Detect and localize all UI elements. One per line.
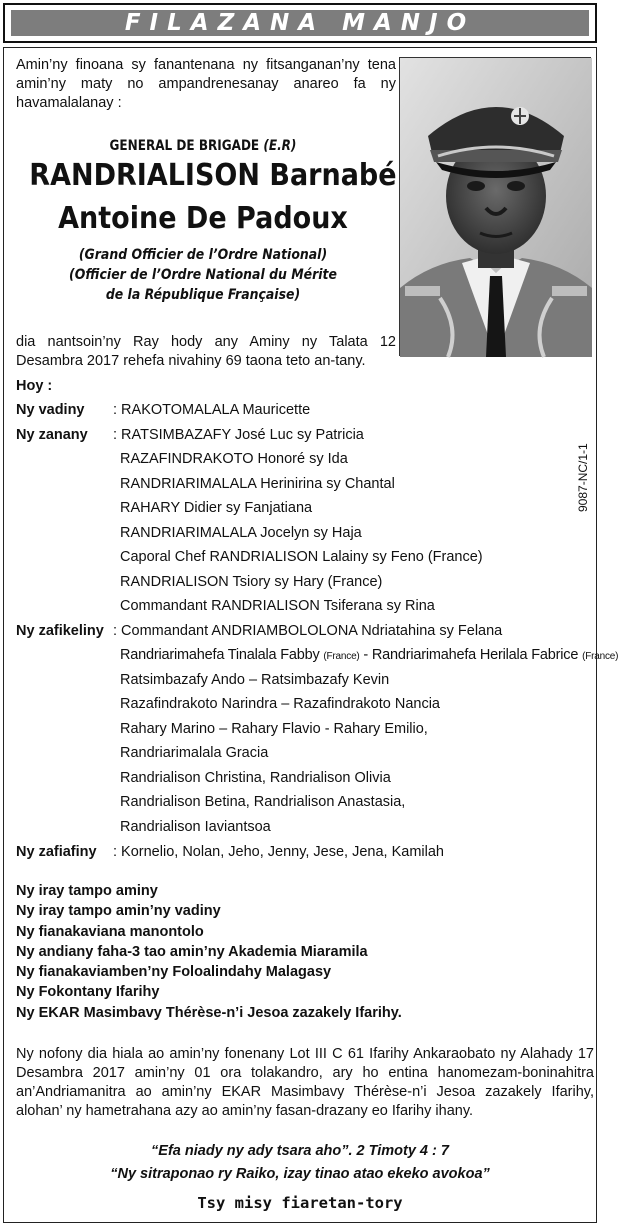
list-item: Ny andiany faha-3 tao amin’ny Akademia Miaramila [16,943,368,960]
rank-line [37,138,369,154]
portrait-illustration [400,58,592,357]
list-item: RAZAFINDRAKOTO Honoré sy Ida [120,451,348,467]
list-item: RANDRIALISON Tsiory sy Hary (France) [120,574,383,590]
title-line: (Grand Officier de l’Ordre National) [78,247,328,263]
list-item: Ny Fokontany Ifarihy [16,984,160,1001]
list-item: Ny EKAR Masimbavy Thérèse-n’i Jesoa zazakely Ifarihy. [16,1004,402,1021]
bible-verse: “Efa niady ny ady tsara aho”. 2 Timoty 4 : 7 [151,1143,449,1159]
great-grandchildren-value: : Kornelio, Nolan, Jeho, Jenny, Jese, Jena, Kamilah [113,844,445,860]
spouse-label: Ny vadiny [16,402,85,418]
list-item: Ny iray tampo aminy [16,883,158,899]
deceased-name-line1: RANDRIALISON Barnabé [29,158,397,193]
rank-suffix: (E.R) [263,138,297,154]
list-item: Ny fianakaviamben’ny Foloalindahy Malagasy [16,964,332,981]
spouse-value: : RAKOTOMALALA Mauricette [113,402,311,418]
list-item: Ratsimbazafy Ando – Ratsimbazafy Kevin [120,672,390,688]
honorific-titles [37,245,369,305]
portrait-photo [399,57,591,356]
list-item: Randrialison Christina, Randrialison Olivia [120,770,391,786]
children-label: Ny zanany [16,427,88,443]
deceased-name-line2: Antoine De Padoux [58,201,348,236]
funeral-details: Ny nofony dia hiala ao amin’ny fonenany Lot III C 61 Ifarihy Ankaraobato ny Alahady 17 Desambra 2017 amin’ny 01 ora tolakandro, ary ho entina hanomezam-boninahitra an’Andriamanitra ao amin’ny EKAR Masimbavy Thérèse-n’i Jesoa zazakely Ifarihy, alohan’ ny hametrahana azy ao amin’ny fasan-drazany eo Ifarihy ihany. [16,1046,594,1119]
quote: “Ny sitraponao ry Raiko, izay tinao atao ekeko avokoa” [110,1166,490,1182]
list-item: : RATSIMBAZAFY José Luc sy Patricia [113,427,364,443]
list-item: Rahary Marino – Rahary Flavio - Rahary Emilio, [120,721,428,737]
closing-line: Tsy misy fiaretan-tory [197,1194,403,1212]
location-note: (France) [582,651,618,662]
list-item: : Commandant ANDRIAMBOLOLONA Ndriatahina sy Felana [113,623,503,639]
rank-text: GENERAL DE BRIGADE [109,138,260,154]
intro-paragraph: Amin’ny finoana sy fanantenana ny fitsanganan’ny tena amin’ny maty no ampandrenesanay anareo fa ny havamalalanay : [16,57,396,111]
reference-code: 9087-NC/1-1 [576,443,590,512]
grandchild-name: Randriarimahefa Tinalala Fabby [120,647,320,663]
title-line: de la République Française) [105,287,301,303]
list-item: Ny iray tampo amin’ny vadiny [16,903,221,920]
death-notice: dia nantsoin’ny Ray hody any Aminy ny Talata 12 Desambra 2017 rehefa nivahiny 69 taona teto an-tany. [16,334,396,369]
header-banner [3,3,597,43]
location-note: (France) [323,651,360,662]
header-title: FILAZANA MANJO [124,10,476,36]
list-item: Randrialison Betina, Randrialison Anastasia, [120,794,406,810]
list-item: Ny fianakaviana manontolo [16,923,204,940]
grandchild-name: - Randriarimahefa Herilala Fabrice [359,647,579,663]
list-item: RANDRIARIMALALA Jocelyn sy Haja [120,525,362,541]
list-item: Commandant RANDRIALISON Tsiferana sy Rina [120,598,435,614]
list-item: Caporal Chef RANDRIALISON Lalainy sy Feno (France) [120,549,483,565]
hoy-label: Hoy : [16,378,53,394]
list-item: Randriarimalala Gracia [120,745,269,761]
header-bar [11,10,589,36]
list-item: RAHARY Didier sy Fanjatiana [120,500,313,516]
grandchildren-label: Ny zafikeliny [16,623,104,639]
list-item: RANDRIARIMALALA Herinirina sy Chantal [120,476,395,492]
list-item [120,647,618,663]
list-item: Randrialison Iaviantsoa [120,819,271,835]
title-line: (Officier de l’Ordre National du Mérite [69,267,337,283]
acknowledgements [16,881,402,1023]
list-item: Razafindrakoto Narindra – Razafindrakoto Nancia [120,696,440,712]
great-grandchildren-label: Ny zafiafiny [16,844,97,860]
